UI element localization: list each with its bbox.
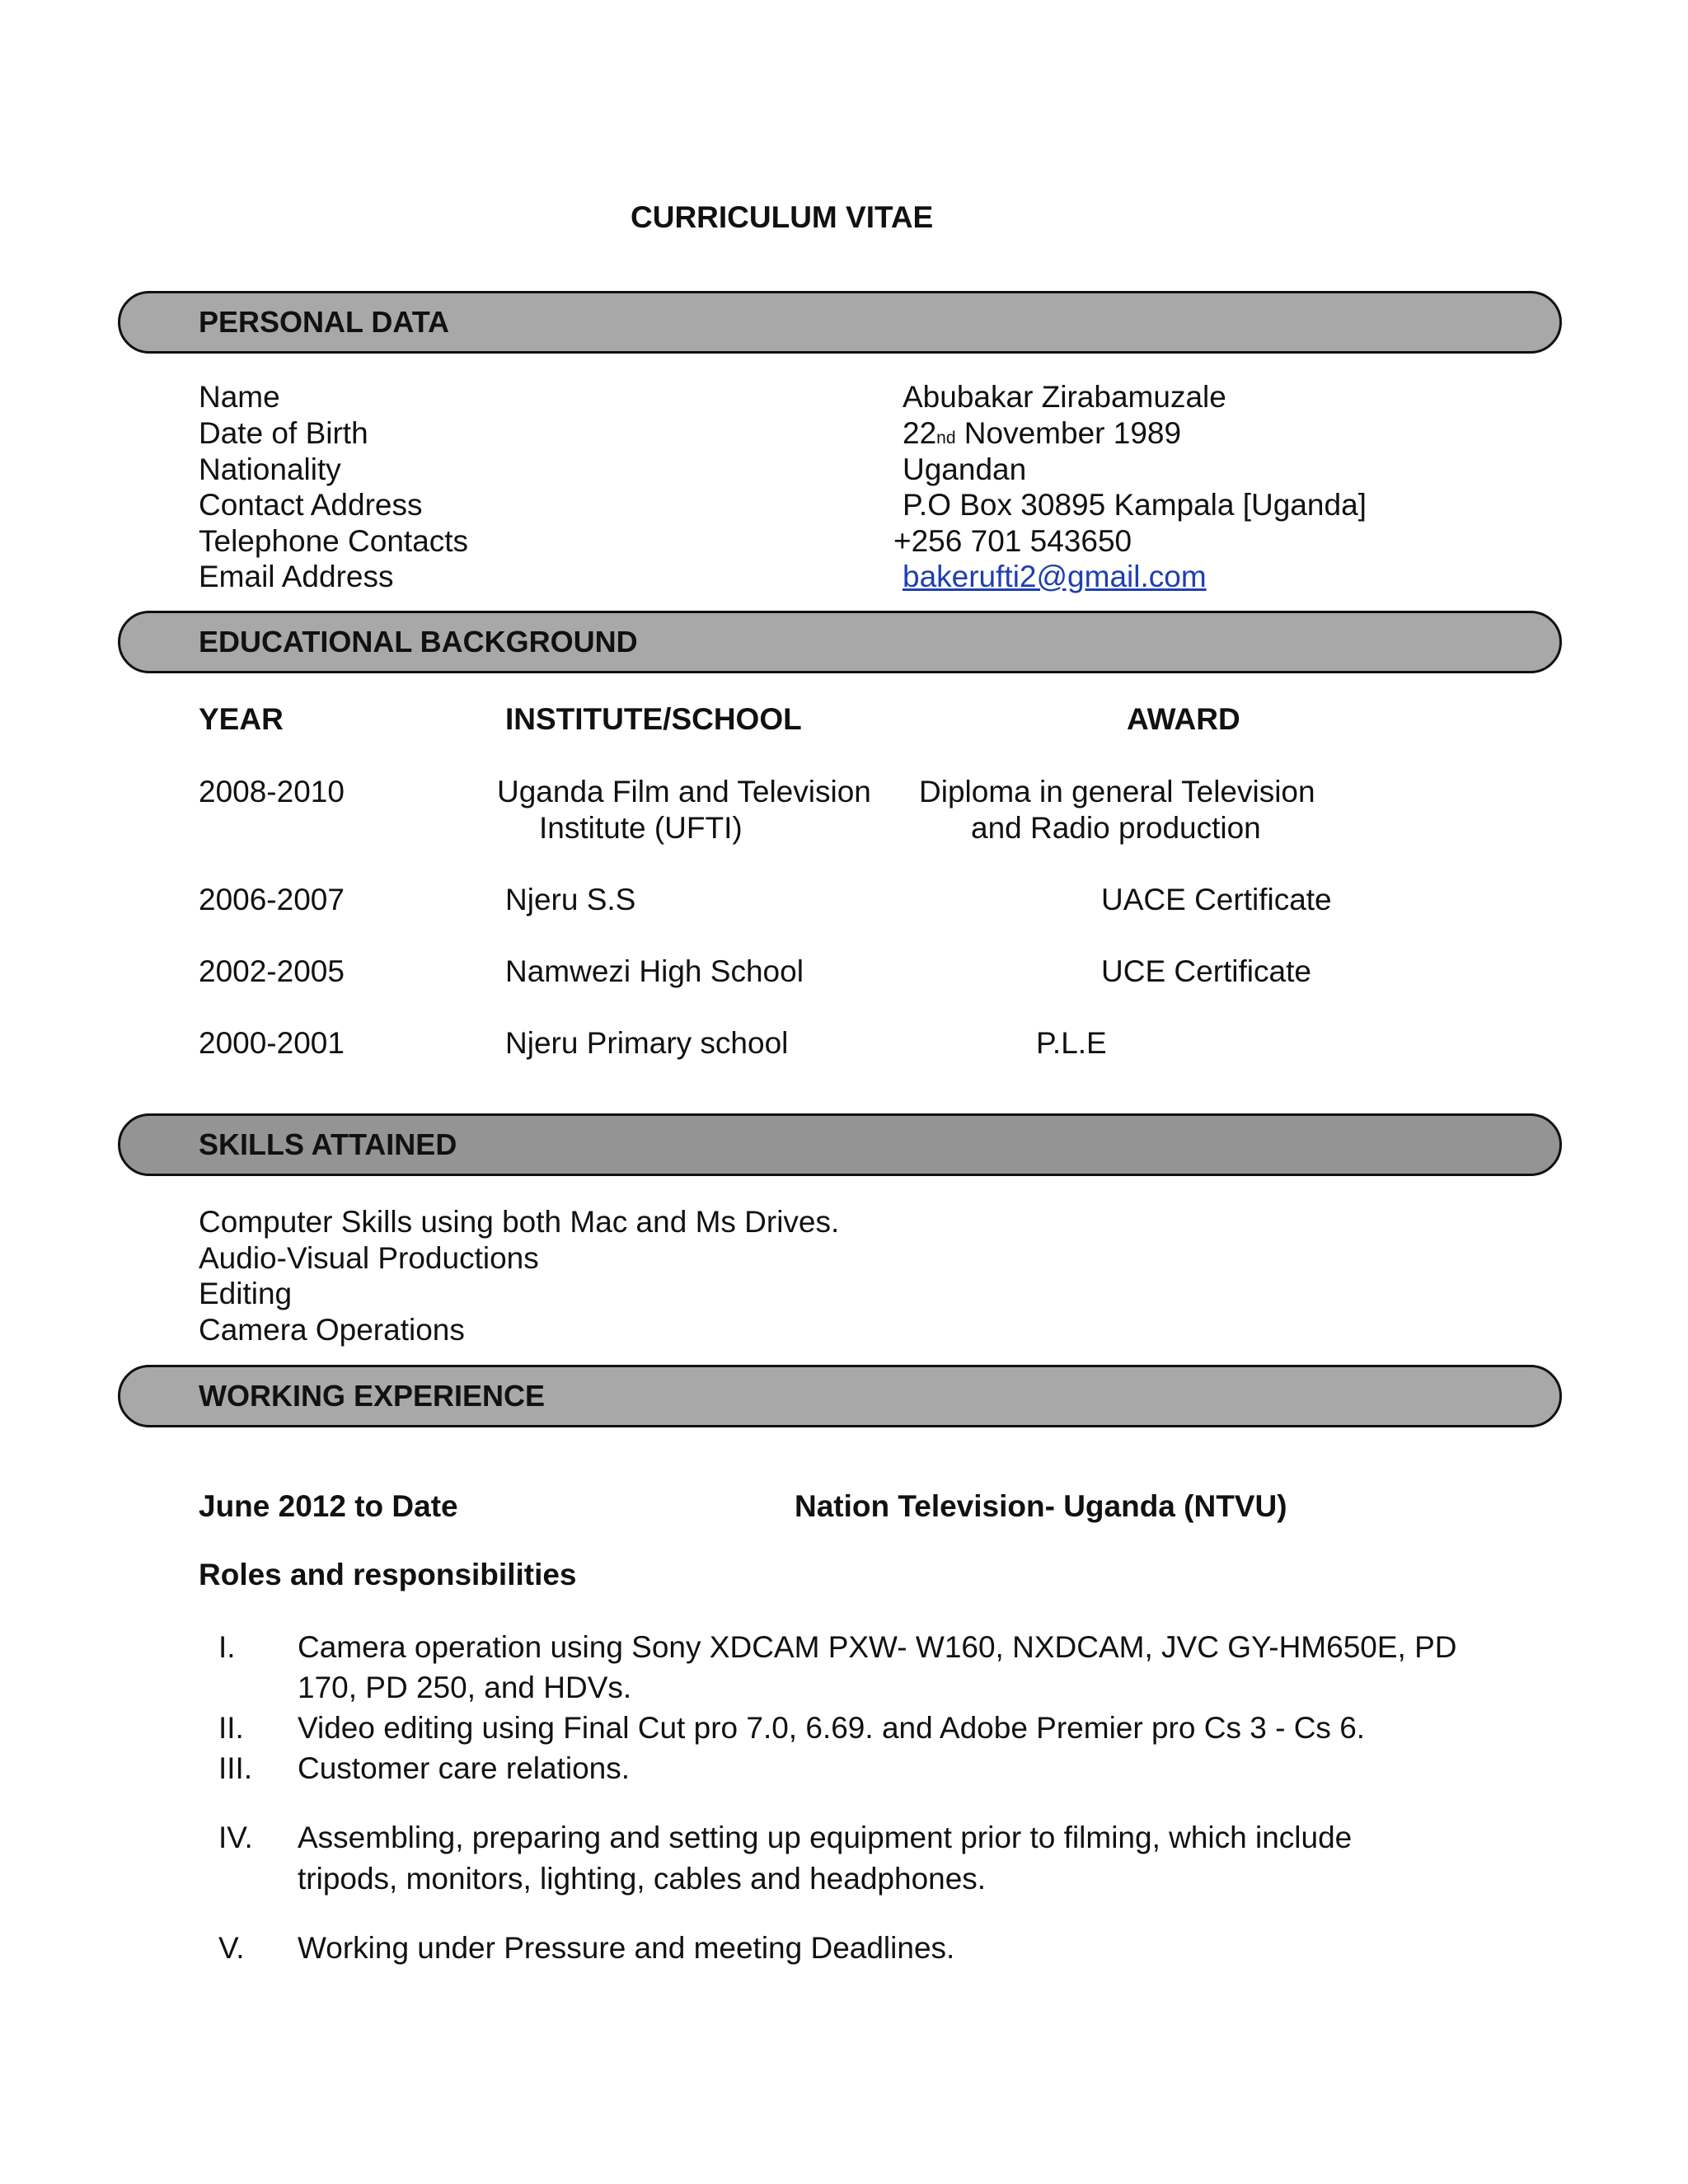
- col-header-award: AWARD: [1127, 702, 1240, 736]
- experience-employer: Nation Television- Uganda (NTVU): [795, 1489, 1287, 1523]
- role-text-cont: tripods, monitors, lighting, cables and headphones.: [298, 1862, 987, 1896]
- edu-school: Njeru Primary school: [505, 1026, 789, 1060]
- edu-school: Njeru S.S: [505, 883, 636, 916]
- role-number: II.: [218, 1711, 244, 1745]
- role-text: Working under Pressure and meeting Deadlines.: [298, 1931, 955, 1965]
- edu-year: 2000-2001: [199, 1026, 345, 1060]
- section-header-educational-background: [118, 611, 1562, 673]
- label-telephone: Telephone Contacts: [199, 524, 469, 558]
- edu-school-line2: Institute (UFTI): [539, 811, 743, 845]
- skill-item: Audio-Visual Productions: [199, 1241, 539, 1275]
- edu-award: UACE Certificate: [1101, 883, 1332, 916]
- label-contact-address: Contact Address: [199, 488, 423, 522]
- section-header-personal-data: [118, 291, 1562, 354]
- value-date-of-birth: [903, 415, 1181, 457]
- edu-award-line2: and Radio production: [971, 811, 1261, 845]
- dob-ordinal: nd: [936, 429, 956, 448]
- email-link[interactable]: bakerufti2@gmail.com: [903, 560, 1207, 593]
- experience-period: June 2012 to Date: [199, 1489, 458, 1523]
- value-name: Abubakar Zirabamuzale: [903, 380, 1226, 414]
- value-nationality: Ugandan: [903, 452, 1027, 486]
- dob-rest: November 1989: [955, 416, 1182, 450]
- value-telephone: +256 701 543650: [893, 524, 1132, 558]
- role-number: V.: [218, 1931, 245, 1965]
- role-number: I.: [218, 1630, 236, 1664]
- label-nationality: Nationality: [199, 452, 341, 486]
- section-title: SKILLS ATTAINED: [199, 1127, 457, 1161]
- label-email: Email Address: [199, 560, 394, 593]
- edu-school-line1: Uganda Film and Television: [497, 775, 871, 808]
- edu-year: 2002-2005: [199, 954, 345, 988]
- role-number: IV.: [218, 1821, 253, 1854]
- section-header-skills-attained: [118, 1113, 1562, 1176]
- section-title: WORKING EXPERIENCE: [199, 1379, 546, 1413]
- role-text-cont: 170, PD 250, and HDVs.: [298, 1671, 632, 1704]
- role-text: Video editing using Final Cut pro 7.0, 6.69. and Adobe Premier pro Cs 3 - Cs 6.: [298, 1711, 1366, 1745]
- dob-day: 22: [903, 416, 937, 450]
- section-title: PERSONAL DATA: [199, 305, 450, 339]
- section-title: EDUCATIONAL BACKGROUND: [199, 625, 638, 658]
- roles-heading: Roles and responsibilities: [199, 1558, 577, 1591]
- edu-award-line1: Diploma in general Television: [919, 775, 1315, 808]
- edu-award: P.L.E: [1036, 1026, 1107, 1060]
- edu-award: UCE Certificate: [1101, 954, 1311, 988]
- role-number: III.: [218, 1751, 253, 1785]
- col-header-school: INSTITUTE/SCHOOL: [505, 702, 802, 736]
- role-text: Camera operation using Sony XDCAM PXW- W160, NXDCAM, JVC GY-HM650E, PD: [298, 1630, 1457, 1664]
- role-text: Assembling, preparing and setting up equipment prior to filming, which include: [298, 1821, 1353, 1854]
- edu-school: Namwezi High School: [505, 954, 804, 988]
- skill-item: Editing: [199, 1277, 293, 1310]
- value-contact-address: P.O Box 30895 Kampala [Uganda]: [903, 488, 1367, 522]
- edu-year: 2006-2007: [199, 883, 345, 916]
- label-name: Name: [199, 380, 280, 414]
- section-header-working-experience: [118, 1365, 1562, 1427]
- skill-item: Camera Operations: [199, 1313, 465, 1347]
- edu-year: 2008-2010: [199, 775, 345, 808]
- role-text: Customer care relations.: [298, 1751, 631, 1785]
- col-header-year: YEAR: [199, 702, 284, 736]
- label-date-of-birth: Date of Birth: [199, 416, 368, 450]
- skill-item: Computer Skills using both Mac and Ms Drives.: [199, 1205, 840, 1239]
- document-title: CURRICULUM VITAE: [631, 200, 934, 234]
